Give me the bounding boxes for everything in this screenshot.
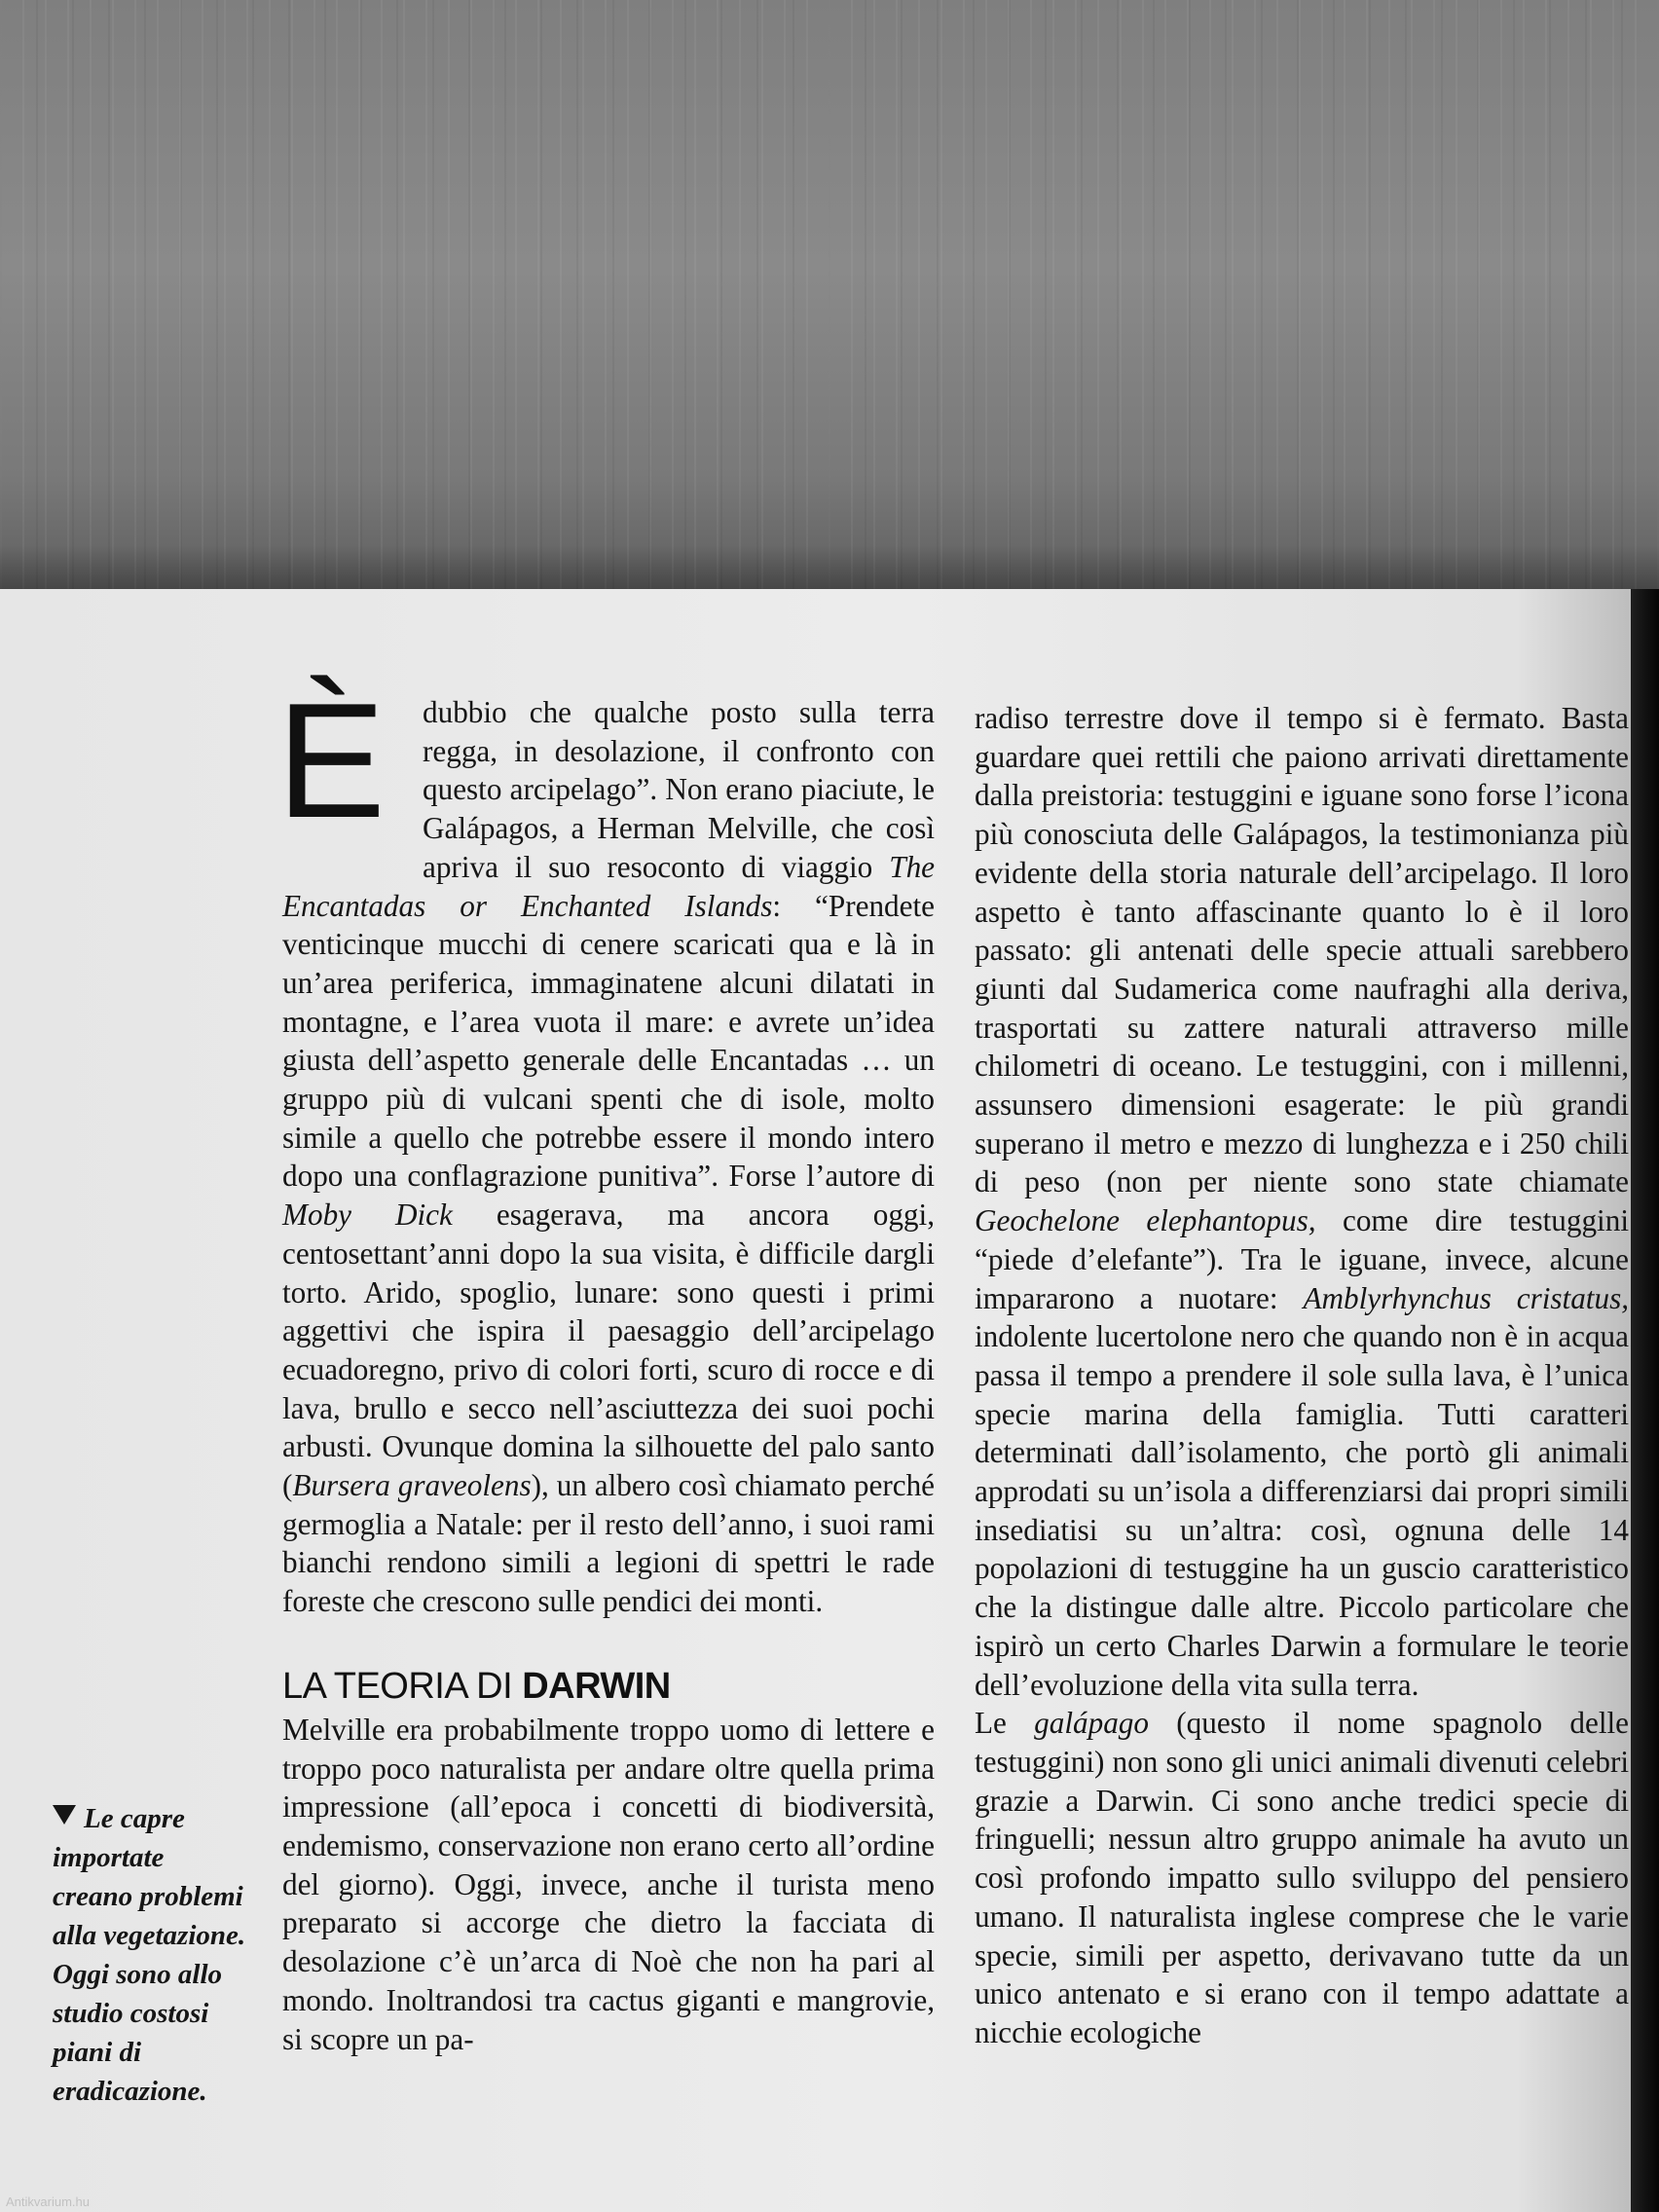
right-text-5: (questo il nome spagnolo delle testuggini) non sono gli unici animali divenuti celebri grazie a Darwin. Ci sono anche tredici specie di fringuelli; nessun altro gruppo animale ha avuto un così profondo impatto sullo sviluppo del pensiero umano. Il naturalista inglese comprese che le varie specie, simili per aspetto, derivavano tutte da un unico antenato e si erano con il tempo adattate a nicchie ecologiche — [975, 1706, 1629, 2049]
watermark: Antikvarium.hu — [6, 2194, 90, 2209]
intro-text-3: esagerava, ma ancora oggi, centosettant’anni dopo la sua visita, è difficile dargli torto. Arido, spoglio, lunare: sono questi i primi aggettivi che ispira il paesaggio dell’arcipelago ecuadoregno, privo di colori forti, scuro di rocce e di lava, brullo e secco nell’asciuttezza dei suoi pochi arbusti. Ovunque domina la silhouette del palo santo ( — [282, 1198, 935, 1503]
right-column — [975, 699, 1629, 2052]
species-name-bursera: Bursera graveolens — [292, 1468, 532, 1503]
left-column — [276, 669, 936, 2058]
body-paragraph-right-1 — [975, 699, 1629, 1704]
body-paragraph-left: Melville era probabilmente troppo uomo di lettere e troppo poco naturalista per andare oltre quella prima impressione (all’epoca i concetti di biodiversità, endemismo, conservazione non erano certo all’ordine del giorno). Oggi, invece, anche il turista meno preparato si accorge che dietro la facciata di desolazione c’è un’arca di Noè che non ha pari al mondo. Inoltrandosi tra cactus giganti e mangrovie, si scopre un pa- — [282, 1712, 935, 2056]
book-title: The Encantadas or Enchanted Islands — [282, 849, 935, 923]
term-galapago: galápago — [1034, 1706, 1149, 1741]
right-text-2: come dire testuggini “piede d’elefante”). Tra le iguane, invece, alcune impararono a nuotare: — [975, 1203, 1629, 1315]
intro-text-4: ), un albero così chiamato perché germoglia a Natale: per il resto dell’anno, i suoi rami bianchi rendono simili a legioni di spettri le rade foreste che crescono sulle pendici dei monti. — [282, 1468, 936, 1619]
desk-background — [0, 0, 1659, 594]
caption-triangle-icon — [53, 1805, 76, 1825]
moby-dick-title: Moby Dick — [282, 1198, 453, 1233]
section-heading — [282, 1666, 935, 1707]
caption-text: Le capre importate creano problemi alla vegetazione. Oggi sono allo studio costosi piani di eradicazione. — [53, 1803, 246, 2107]
species-name-amblyrhynchus: Amblyrhynchus cristatus, — [1303, 1280, 1629, 1315]
right-text-3: indolente lucertolone nero che quando non è in acqua passa il tempo a prendere il sole sulla lava, è l’unica specie marina della famiglia. Tutti caratteri determinati dall’isolamento, che portò gli animali approdati su un’isola a differenziarsi dai propri simili insediatisi su un’altra: così, ognuna delle 14 popolazioni di testuggine ha un guscio caratteristico che la distingue dalle altre. Piccolo particolare che ispirò un certo Charles Darwin a formulare le teorie dell’evoluzione della vita sulla terra. — [975, 1319, 1629, 1702]
body-paragraph-right-2 — [975, 1704, 1629, 2051]
drop-cap: È — [276, 669, 387, 852]
species-name-geochelone: Geochelone elephantopus, — [975, 1203, 1316, 1238]
section-heading-bold: DARWIN — [522, 1665, 671, 1707]
right-text-4: Le — [975, 1706, 1035, 1741]
page-edge-shadow — [1631, 589, 1659, 2212]
photo-caption — [53, 1799, 247, 2111]
intro-text: dubbio che qualche posto sulla terra regga, in desolazione, il confronto con questo arcipelago”. Non erano piaciute, le Galápagos, a Herman Melville, che così apriva il suo resoconto di viaggio — [423, 695, 935, 884]
section-heading-light: LA TEORIA DI — [282, 1665, 523, 1707]
intro-text-2: : “Prendete venticinque mucchi di cenere scaricati qua e là in un’area periferica, immaginatene alcuni dilatati in montagne, e l’area vuota il mare: e avrete un’idea giusta dell’aspetto generale delle Encantadas … un gruppo più di vulcani spenti che di isole, molto simile a quello che potrebbe essere il mondo intero dopo una conflagrazione punitiva”. Forse l’autore di — [282, 888, 936, 1194]
right-text-1: radiso terrestre dove il tempo si è fermato. Basta guardare quei rettili che paiono arrivati direttamente dalla preistoria: testuggini e iguane sono forse l’icona più conosciuta delle Galápagos, la testimonianza più evidente della storia naturale dell’arcipelago. Il loro aspetto è tanto affascinante quanto lo è il loro passato: gli antenati delle specie attuali sarebbero giunti dal Sudamerica come naufraghi alla deriva, trasportati su zattere naturali attraverso mille chilometri di oceano. Le testuggini, con i millenni, assunsero dimensioni esagerate: le più grandi superano il metro e mezzo di lunghezza e i 250 chili di peso (non per niente sono state chiamate — [975, 701, 1629, 1199]
